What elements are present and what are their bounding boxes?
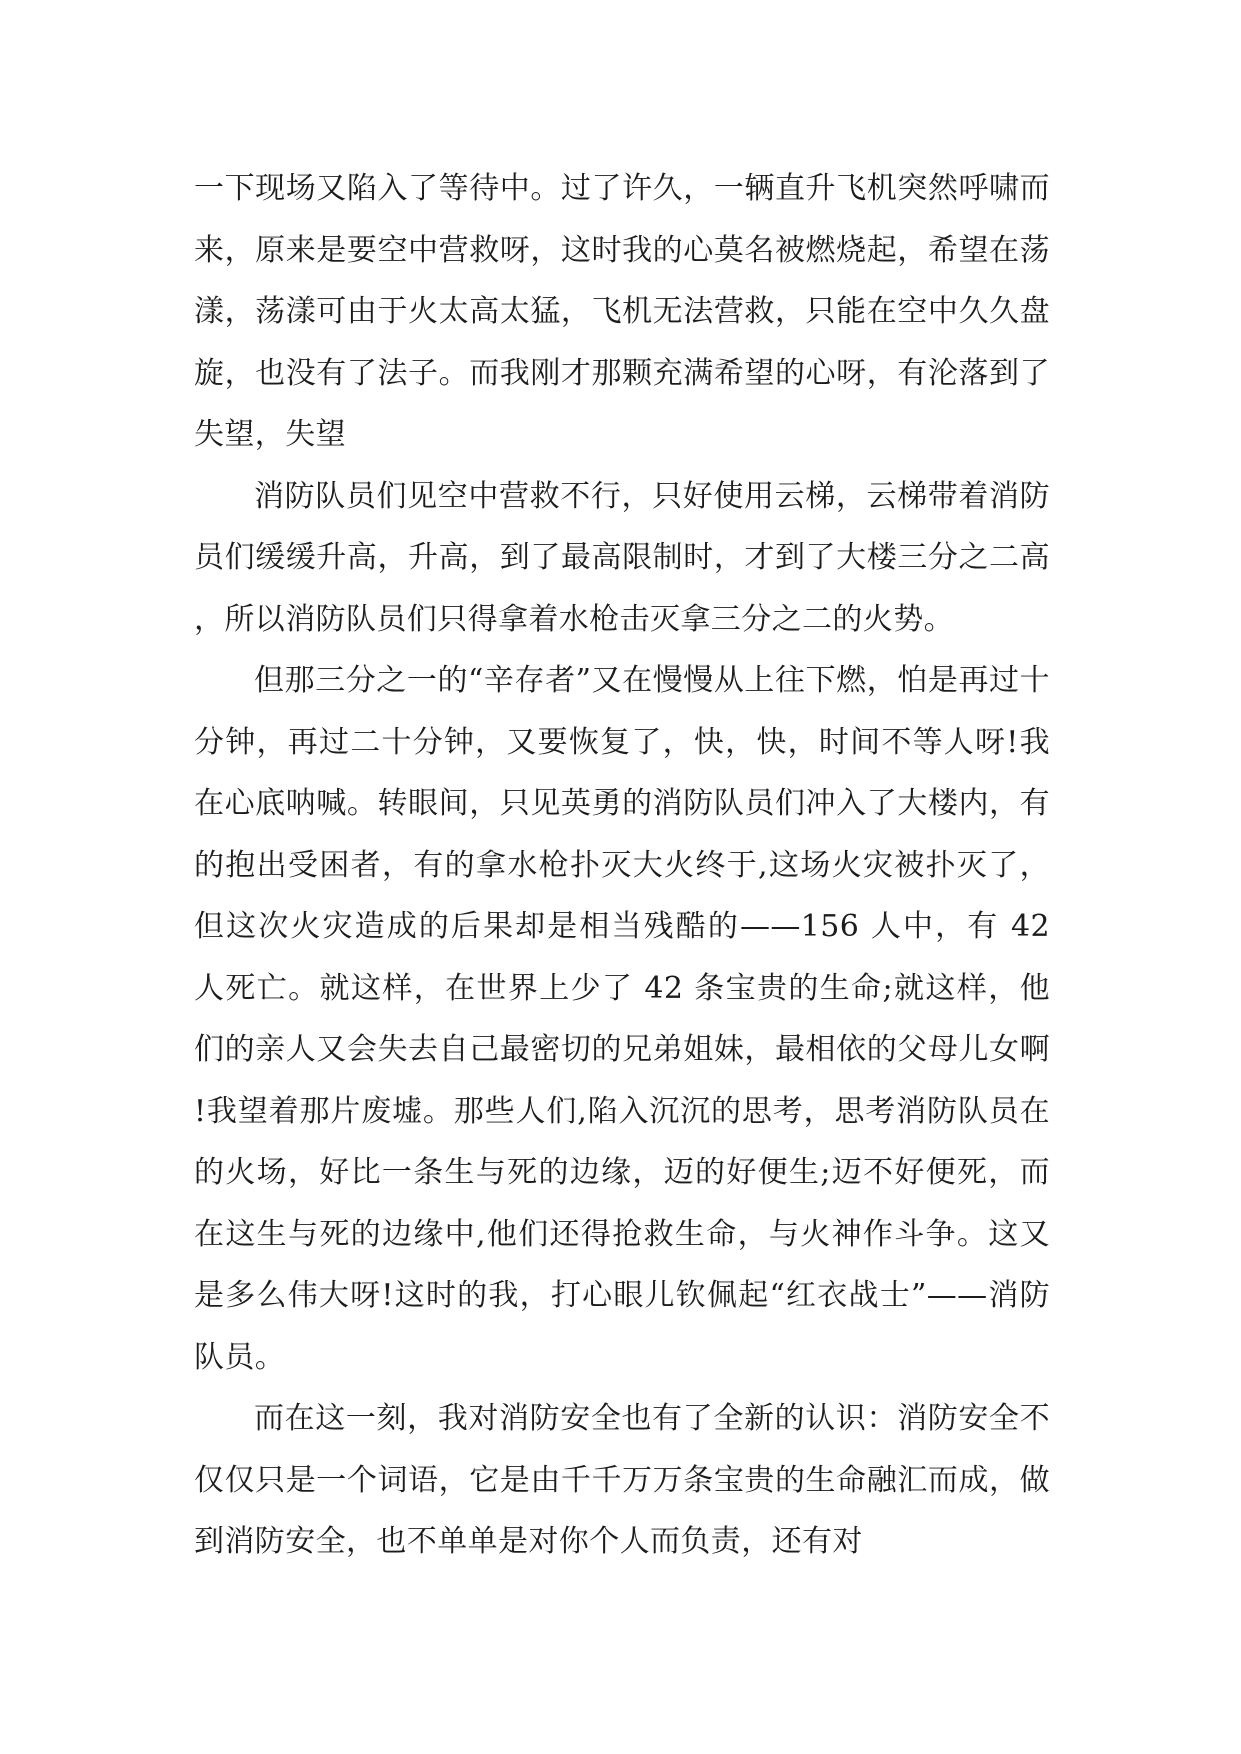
paragraph-2: 消防队员们见空中营救不行，只好使用云梯，云梯带着消防员们缓缓升高，升高，到了最高限制时，才到了大楼三分之二高，所以消防队员们只得拿着水枪击灭拿三分之二的火势。 [194, 478, 1050, 637]
paragraph-3: 但那三分之一的“辛存者”又在慢慢从上往下燃，怕是再过十分钟，再过二十分钟，又要恢复了，快，快，时间不等人呀!我在心底呐喊。转眼间，只见英勇的消防队员们冲入了大楼内，有的抱出受困者，有的拿水枪扑灭大火终于,这场火灾被扑灭了，但这次火灾造成的后果却是相当残酷的——156 人中，有 42 人死亡。就这样，在世界上少了 42 条宝贵的生命;就这样，他们的亲人又会失去自己最密切的兄弟姐妹，最相依的父母儿女啊!我望着那片废墟。那些人们,陷入沉沉的思考，思考消防队员在的火场，好比一条生与死的边缘，迈的好便生;迈不好便死，而在这生与死的边缘中,他们还得抢救生命，与火神作斗争。这又是多么伟大呀!这时的我，打心眼儿钦佩起“红衣战士”——消防队员。 [194, 663, 1050, 1375]
paragraph-4: 而在这一刻，我对消防安全也有了全新的认识：消防安全不仅仅只是一个词语，它是由千千万万条宝贵的生命融汇而成，做到消防安全，也不单单是对你个人而负责，还有对 [194, 1401, 1050, 1559]
document-body [194, 158, 1050, 1573]
paragraph-1: 一下现场又陷入了等待中。过了许久，一辆直升飞机突然呼啸而来，原来是要空中营救呀，这时我的心莫名被燃烧起，希望在荡漾，荡漾可由于火太高太猛，飞机无法营救，只能在空中久久盘旋，也没有了法子。而我刚才那颗充满希望的心呀，有沦落到了失望，失望 [194, 171, 1050, 452]
